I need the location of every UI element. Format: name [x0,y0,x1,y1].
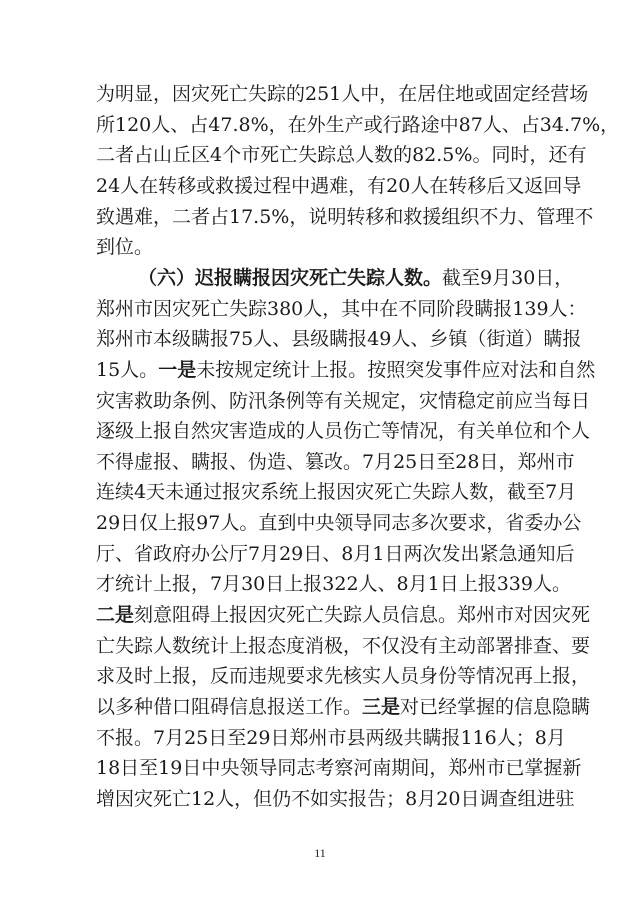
text-line [96,661,591,691]
text-line [96,723,566,753]
text-run: 求及时上报，反而违规要求先核实人员身份等情况再上报， [96,665,591,688]
text-run: 所120人、占47.8%，在外生产或行路途中87人、占34.7%， [96,113,620,136]
text-line [96,692,591,722]
text-line [96,232,544,262]
text-line [96,202,594,232]
text-line [96,355,596,385]
text-line [96,539,575,569]
text-run: 厅、省政府办公厅7月29日、8月1日两次发出紧急通知后 [96,542,575,565]
text-run: 郑州市本级瞒报75人、县级瞒报49人、乡镇（街道）瞒报 [96,328,582,351]
text-run: 24人在转移或救援过程中遇难，有20人在转移后又返回导 [96,174,582,197]
text-line [96,79,589,109]
text-line [96,294,587,324]
text-run: 致遇难，二者占17.5%，说明转移和救援组织不力、管理不 [96,205,594,228]
text-line [96,110,620,140]
text-line [138,263,574,293]
text-line [96,447,575,477]
bold-text-run: （六）迟报瞒报因灾死亡失踪人数。 [138,266,443,289]
text-run: 未按规定统计上报。按照突发事件应对法和自然 [196,358,596,381]
text-run: 连续4天未通过报灾系统上报因灾死亡失踪人数，截至7月 [96,481,577,504]
text-run: 亡失踪人数统计上报态度消极，不仅没有主动部署排查、要 [96,634,591,657]
text-line [96,600,591,630]
text-run: 18日至19日中央领导同志考察河南期间，郑州市已掌握新 [96,757,582,780]
text-line [96,569,571,599]
text-run: 为明显，因灾死亡失踪的251人中，在居住地或固定经营场 [96,83,589,105]
text-line [96,324,582,354]
text-run: 以多种借口阻碍信息报送工作。 [96,696,363,718]
text-line [96,753,582,783]
bold-text-run: 三是 [362,696,401,718]
text-run: 刻意阻碍上报因灾死亡失踪人员信息。郑州市对因灾死 [134,604,591,627]
text-run: 对已经掌握的信息隐瞒 [400,696,591,718]
text-run: 不报。7月25日至29日郑州市县两级共瞒报116人；8月 [96,726,566,749]
page-number: 11 [314,846,326,860]
text-line [96,416,591,446]
text-line [96,508,582,538]
text-run: 逐级上报自然灾害造成的人员伤亡等情况，有关单位和个人 [96,420,591,443]
text-line [96,477,577,507]
text-run: 郑州市因灾死亡失踪380人，其中在不同阶段瞒报139人： [96,297,587,320]
text-line [96,171,582,201]
text-run: 灾害救助条例、防汛条例等有关规定，灾情稳定前应当每日 [96,389,591,412]
text-line [96,386,591,416]
bold-text-run: 二是 [96,604,135,627]
text-run: 才统计上报，7月30日上报322人、8月1日上报339人。 [96,573,571,596]
text-line [96,784,575,814]
text-line [96,631,591,661]
text-run: 增因灾死亡12人，但仍不如实报告；8月20日调查组进驻 [96,787,575,810]
text-run: 二者占山丘区4个市死亡失踪总人数的82.5%。同时，还有 [96,144,587,167]
text-run: 截至9月30日， [442,266,574,289]
text-run: 29日仅上报97人。直到中央领导同志多次要求，省委办公 [96,512,582,535]
text-run: 到位。 [96,236,154,259]
text-line [96,140,587,170]
text-run: 不得虚报、瞒报、伪造、篡改。7月25日至28日，郑州市 [96,450,575,473]
text-run: 15人。 [96,358,159,381]
bold-text-run: 一是 [158,358,197,381]
